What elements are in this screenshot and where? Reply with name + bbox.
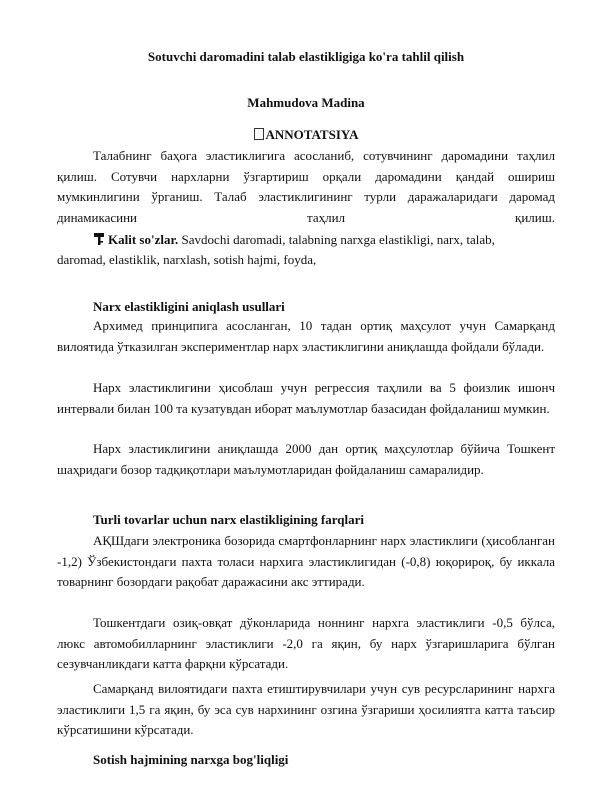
annotation-heading	[0, 127, 612, 143]
annotation-heading-text: ANNOTATSIYA	[265, 127, 359, 142]
keywords-line-2: daromad, elastiklik, narxlash, sotish hajmi, foyda,	[57, 252, 317, 267]
section-heading-2: Turli tovarlar uchun narx elastikligining farqlari	[93, 512, 364, 527]
keywords-text-1: Savdochi daromadi, talabning narxga elastikligi, narx, talab,	[181, 232, 495, 247]
section-1-paragraph-1: Архимед принципига асосланган, 10 тадан ортиқ маҳсулот учун Самарқанд вилоятида ўтказилган экспериментлар нарх эластиклигини аниқлашда фойдали бўлади.	[57, 318, 555, 354]
section-heading-3: Sotish hajmining narxga bog'liqligi	[93, 752, 289, 767]
section-heading-1: Narx elastikligini aniqlash usullari	[93, 299, 285, 314]
keywords-label: Kalit so'zlar.	[108, 232, 179, 247]
keywords-line-1	[93, 232, 555, 248]
author-name: Mahmudova Madina	[247, 95, 365, 110]
section-2-paragraph-1: АҚШдаги электроника бозорида смартфонларнинг нарх эластиклиги (ҳисобланган -1,2) Ўзбекистондаги пахта толаси нархига эластиклигидан (-0,8) юқорироқ, бу иккала товарнинг бозордаги рақобат даражасини акс эттиради.	[57, 533, 555, 589]
annotation-text: Талабнинг баҳога эластиклигига асосланиб, сотувчининг даромадини таҳлил қилиш. Сотувчи нархларни ўзгартириш орқали даромадини қандай ошириш мумкинлигини ўрганиш. Талаб эластиклигининг турли даражаларидаги даромад динамикасини таҳлил қилиш.	[57, 148, 555, 225]
missing-glyph-icon	[254, 128, 264, 140]
section-1-paragraph-2: Нарх эластиклигини ҳисоблаш учун регрессия таҳлили ва 5 фоизлик ишонч интервали билан 100 та кузатувдан иборат маълумотлар базасидан фойдаланиш мумкин.	[57, 380, 555, 416]
section-2-paragraph-2: Тошкентдаги озиқ-овқат дўконларида ноннинг нархга эластиклиги -0,5 бўлса, люкс автомобилларнинг эластиклиги -2,0 га яқин, бу нарх ўзгаришларига бўлган сезувчанликдаги катта фарқни кўрсатади.	[57, 615, 555, 671]
section-1-paragraph-3: Нарх эластиклигини аниқлашда 2000 дан ортиқ маҳсулотлар бўйича Тошкент шаҳридаги бозор тадқиқотлари маълумотларидан фойдаланиш самаралидир.	[57, 441, 555, 477]
section-2-paragraph-3: Самарқанд вилоятидаги пахта етиштирувчилари учун сув ресурсларининг нархга эластиклиги 1,5 га яқин, бу эса сув нархининг озгина ўзгариши ҳосилиятга катта таъсир кўрсатишини кўрсатади.	[57, 681, 555, 737]
key-icon	[93, 232, 105, 246]
paper-title: Sotuvchi daromadini talab elastikligiga ko'ra tahlil qilish	[147, 49, 465, 64]
